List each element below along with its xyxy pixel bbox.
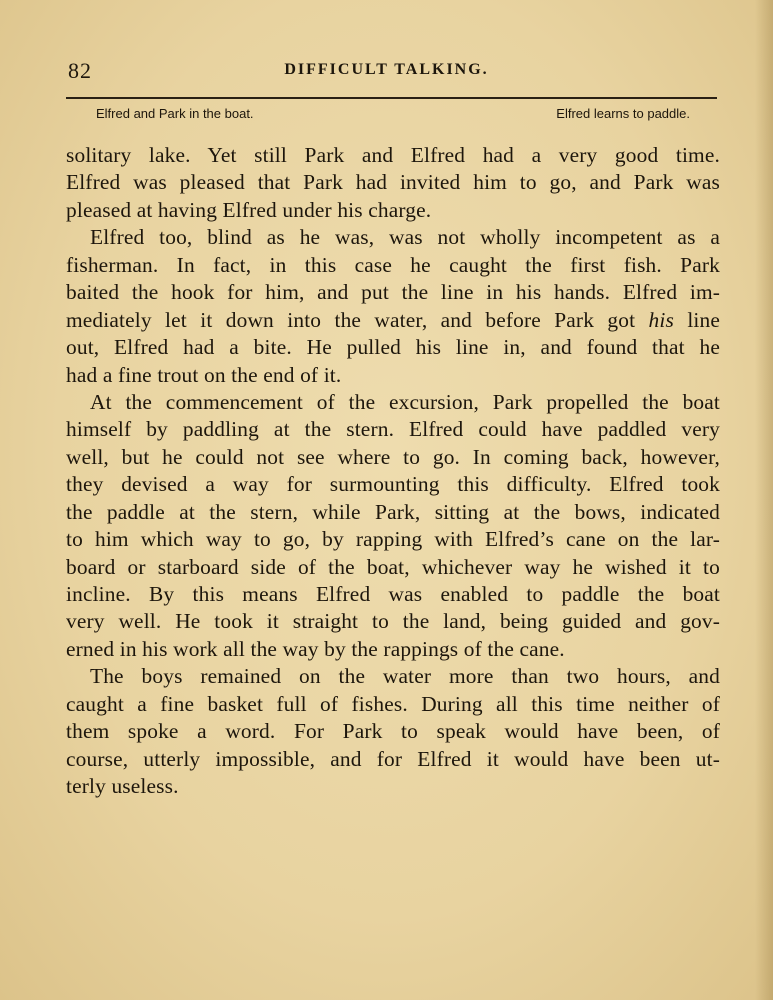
text-line: pleased at having Elfred under his charge. xyxy=(66,197,432,222)
text-line: incline. By this means Elfred was enabled to paddle the boat xyxy=(66,582,720,606)
running-title: DIFFICULT TALKING. xyxy=(284,61,489,78)
header-rule xyxy=(66,97,717,99)
text-line: At the commencement of the excursion, Park propelled the boat xyxy=(90,389,720,414)
text-line: erned in his work all the way by the rappings of the cane. xyxy=(66,636,565,661)
text-line: solitary lake. Yet still Park and Elfred had a very good time. xyxy=(66,143,720,167)
body-text xyxy=(66,142,720,801)
text-line: Elfred was pleased that Park had invited him to go, and Park was xyxy=(66,170,720,195)
text-line: himself by paddling at the stern. Elfred could have paddled very xyxy=(66,417,720,442)
text-line: very well. He took it straight to the land, being guided and gov- xyxy=(66,609,720,634)
text-line-mixed xyxy=(66,307,720,334)
side-heading-left: Elfred and Park in the boat. xyxy=(96,106,254,121)
text-line: board or starboard side of the boat, whichever way he wished it to xyxy=(66,554,720,579)
text-line: fisherman. In fact, in this case he caught the first fish. Park xyxy=(66,252,720,277)
text-segment: line xyxy=(687,307,721,332)
text-line: they devised a way for surmounting this difficulty. Elfred took xyxy=(66,472,720,497)
page-number: 82 xyxy=(68,58,92,83)
text-line: them spoke a word. For Park to speak would have been, of xyxy=(66,719,720,744)
text-line: terly useless. xyxy=(66,774,179,799)
text-line: caught a fine basket full of fishes. During all this time neither of xyxy=(66,691,720,716)
italic-word: his xyxy=(648,307,674,332)
text-line: to him which way to go, by rapping with Elfred’s cane on the lar- xyxy=(66,527,720,552)
text-segment: mediately let it down into the water, and before Park got xyxy=(66,307,636,332)
text-line: course, utterly impossible, and for Elfred it would have been ut- xyxy=(66,746,720,771)
text-line: The boys remained on the water more than two hours, and xyxy=(90,664,720,689)
text-line: the paddle at the stern, while Park, sitting at the bows, indicated xyxy=(66,499,720,524)
text-line: well, but he could not see where to go. In coming back, however, xyxy=(66,444,720,469)
text-line: had a fine trout on the end of it. xyxy=(66,362,342,387)
side-heading-right: Elfred learns to paddle. xyxy=(556,106,690,121)
text-line: Elfred too, blind as he was, was not wholly incompetent as a xyxy=(90,225,720,250)
text-line: out, Elfred had a bite. He pulled his line in, and found that he xyxy=(66,335,720,360)
page-edge-shadow xyxy=(755,0,773,1000)
text-line: baited the hook for him, and put the line in his hands. Elfred im- xyxy=(66,280,720,305)
